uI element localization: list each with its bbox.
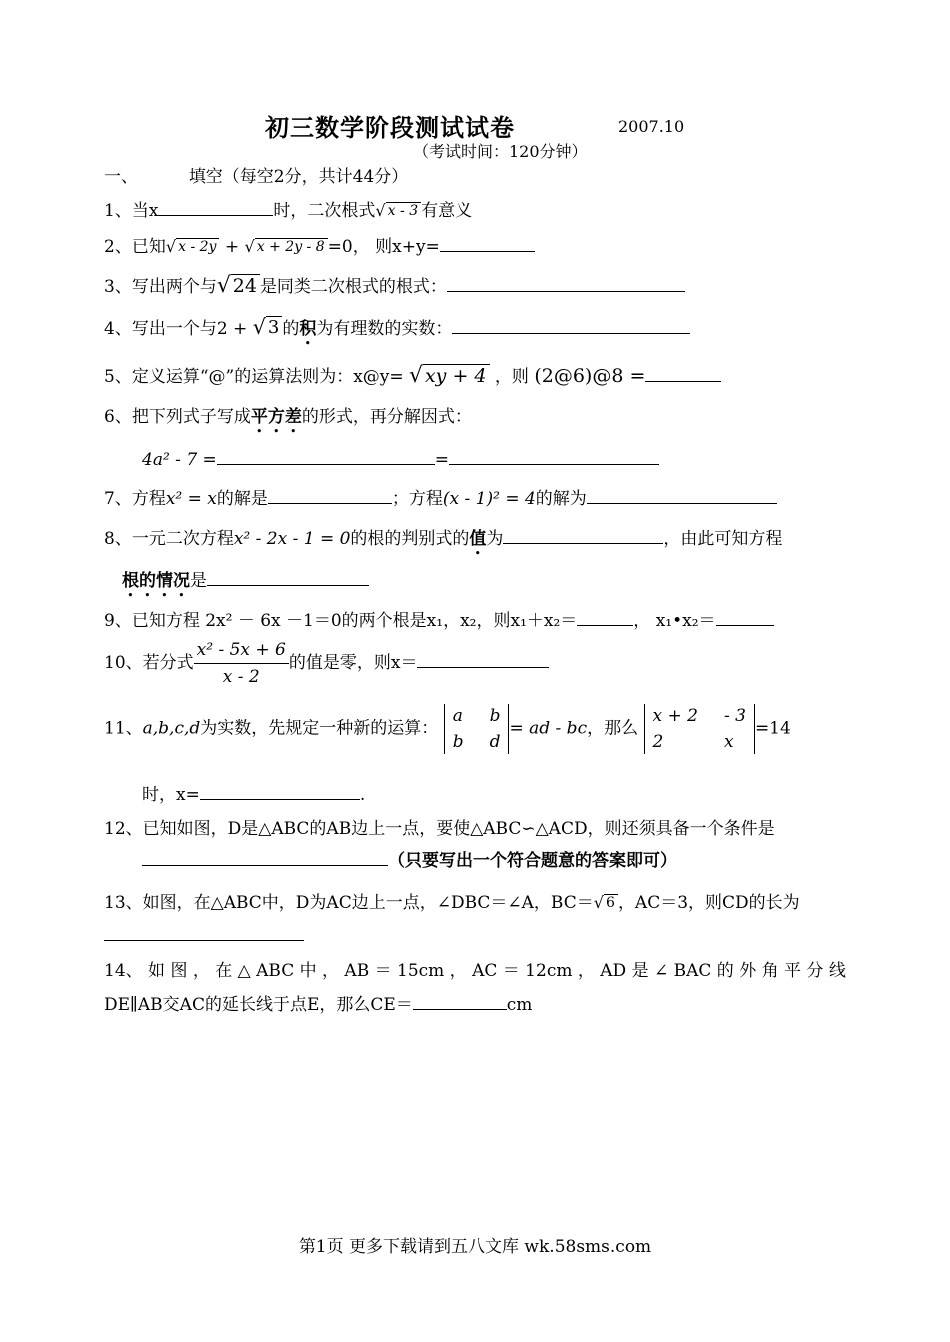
answer-blank[interactable] (447, 273, 685, 292)
sqrt-expression: √ x - 2y (166, 238, 220, 255)
fraction: $\frac{\text{x² - 5x + 6}}{x - 2}$ (194, 640, 289, 687)
answer-blank[interactable] (104, 922, 304, 941)
question-14: 14、 如 图 ， 在 △ ABC 中 ， AB ＝ 15cm ， AC ＝ 12cm ， AD 是 ∠ BAC 的 外 角 平 分 线 (104, 961, 846, 981)
question-6-work: 4a² - 7 = = (142, 446, 659, 470)
question-11-cont: 时，x= . (142, 780, 365, 805)
question-4: 4、写出一个与2 + √ 3 的积为有理数的实数： (104, 314, 690, 349)
sqrt-expression: √ xy + 4 (409, 364, 489, 387)
question-5: 5、定义运算“@”的运算法则为：x@y= √ xy + 4 ，则 (2@6)@8 = (104, 362, 721, 387)
sqrt-expression: √ 6 (594, 894, 618, 911)
question-8: 8、一元二次方程x² - 2x - 1 = 0的根的判别式的值为 ，由此可知方程 (104, 524, 782, 559)
answer-blank[interactable] (452, 315, 690, 334)
answer-blank[interactable] (587, 485, 777, 504)
answer-blank[interactable] (503, 525, 663, 544)
determinant-problem: x + 2 - 3 2 x (644, 704, 755, 754)
question-1: 1、当x 时，二次根式 √ x - 3 有意义 (104, 196, 472, 221)
page-footer: 第1页 更多下载请到五八文库 wk.58sms.com (298, 1237, 652, 1257)
answer-blank[interactable] (645, 363, 721, 382)
question-6: 6、把下列式子写成平方差的形式，再分解因式： (104, 407, 472, 427)
sqrt-expression: √ 24 (217, 274, 260, 297)
question-13-cont (104, 922, 304, 946)
exam-date: 2007.10 (618, 117, 685, 136)
sqrt-expression: √ x + 2y - 8 (245, 238, 328, 255)
answer-blank[interactable] (449, 446, 659, 465)
answer-blank[interactable] (142, 847, 388, 866)
question-14-cont: DE∥AB交AC的延长线于点E，那么CE＝ cm (104, 990, 532, 1015)
answer-blank[interactable] (217, 446, 435, 465)
section-heading (104, 162, 408, 187)
question-7: 7、方程x² = x的解是 ；方程(x - 1)² = 4的解为 (104, 484, 777, 509)
page-title: 初三数学阶段测试试卷 (265, 113, 515, 142)
answer-blank[interactable] (716, 607, 774, 626)
answer-blank[interactable] (413, 991, 507, 1010)
exam-time: （考试时间：120分钟） (413, 142, 588, 161)
question-8-cont: 根的情况是 (122, 566, 369, 601)
sqrt-expression: √ 3 (253, 316, 283, 338)
question-10: 10、若分式 $\frac{\text{x² - 5x + 6}}{x - 2}$ 的值是零，则x＝ (104, 640, 549, 687)
answer-blank[interactable] (417, 649, 549, 668)
answer-blank[interactable] (158, 197, 273, 216)
section-number: 一、 (104, 167, 138, 187)
question-11: 11、a,b,c,d为实数，先规定一种新的运算： a b b d = ad - bc，那么 x + 2 - 3 2 x =14 (104, 706, 791, 752)
question-9: 9、已知方程 2x² － 6x －1＝0的两个根是x₁，x₂，则x₁＋x₂＝ ， x₁•x₂＝ (104, 606, 774, 631)
answer-blank[interactable] (200, 781, 360, 800)
determinant-definition: a b b d (444, 704, 510, 754)
question-2: 2、已知 √ x - 2y + √ x + 2y - 8 =0， 则x+y= (104, 232, 535, 257)
answer-blank[interactable] (440, 233, 535, 252)
question-12-cont: （只要写出一个符合题意的答案即可） (142, 846, 677, 871)
question-13: 13、如图，在△ABC中，D为AC边上一点，∠DBC＝∠A，BC＝ √ 6 ，AC＝3，则CD的长为 (104, 893, 800, 913)
answer-blank[interactable] (207, 567, 369, 586)
section-title: 填空（每空2分，共计44分） (188, 167, 409, 187)
question-3: 3、写出两个与 √ 24 是同类二次根式的根式： (104, 272, 685, 297)
question-12: 12、已知如图，D是△ABC的AB边上一点，要使△ABC∽△ACD，则还须具备一个条件是 (104, 819, 775, 839)
sqrt-expression: √ x - 3 (375, 202, 421, 219)
answer-blank[interactable] (268, 485, 392, 504)
answer-blank[interactable] (577, 607, 633, 626)
